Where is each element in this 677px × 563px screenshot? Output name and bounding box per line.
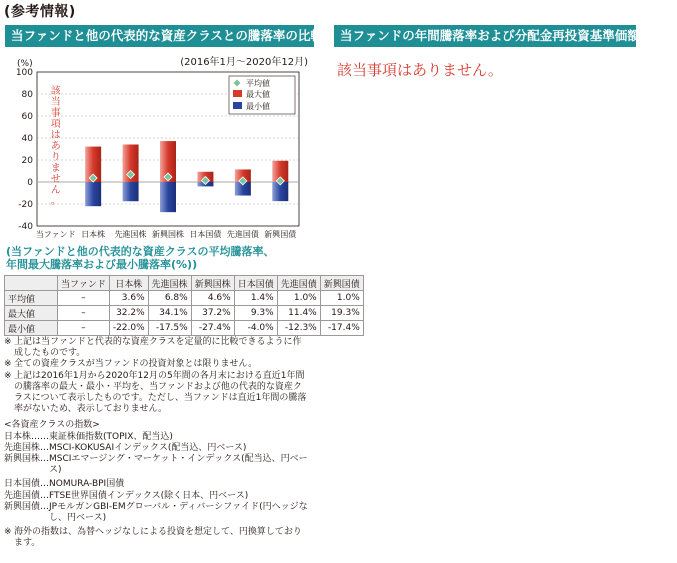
table-cell: 3.6% [109, 291, 148, 306]
table-row-avg [5, 291, 364, 306]
fund-na-char: は [50, 130, 61, 141]
y-tick-label: 40 [21, 134, 33, 144]
fund-na-char: 該 [50, 86, 61, 97]
col-header: 新興国株 [191, 276, 234, 291]
table-cell: 6.8% [148, 291, 191, 306]
x-tick-label: 日本株 [81, 230, 106, 239]
annual-return-header: 当ファンドの年間騰落率および分配金再投資基準価額の推移 [334, 25, 636, 47]
note-mark: ※ [4, 527, 12, 538]
note-text: 全ての資産クラスが当ファンドの投資対象とは限りません。 [14, 359, 258, 370]
y-tick-label: 0 [27, 178, 33, 188]
legend-min-label: 最小値 [246, 102, 270, 111]
table-cell: -4.0% [234, 321, 277, 336]
index-sep: …… [31, 431, 50, 442]
index-key: 先進国債 [4, 490, 41, 501]
table-title [6, 245, 274, 271]
index-row [4, 491, 308, 502]
table-title-line-1: (当ファンドと他の代表的な資産クラスの平均騰落率、 [6, 245, 275, 258]
note-text: 上記は当ファンドと代表的な資産クラスを定量的に比較できるように作成したものです。 [14, 337, 302, 359]
note-item [4, 371, 308, 416]
min-bar [123, 182, 139, 201]
row-header: 最大値 [5, 306, 58, 321]
x-tick-label: 先進国債 [226, 230, 259, 239]
index-value: JPモルガンGBI-EMグローバル・ディバーシファイド(円ヘッジなし、円ベース) [49, 501, 308, 524]
index-row [4, 479, 308, 490]
footnote-text: 海外の指数は、為替ヘッジなしによる投資を想定して、円換算しております。 [14, 527, 302, 549]
index-row [4, 454, 308, 476]
fund-na-char: あ [50, 141, 61, 152]
col-header: 先進国債 [277, 276, 320, 291]
row-header: 平均値 [5, 291, 58, 306]
y-tick-label: 80 [21, 90, 33, 100]
col-header: 当ファンド [58, 276, 110, 291]
footnote [4, 527, 308, 549]
index-value: MSCI-KOKUSAIインデックス(配当込、円ベース) [49, 442, 247, 453]
legend-avg-label: 平均値 [246, 79, 270, 88]
table-header-row [5, 276, 364, 291]
notes-block [4, 337, 308, 550]
col-header: 日本株 [109, 276, 148, 291]
col-header: 日本国債 [234, 276, 277, 291]
chart-period: (2016年1月～2020年12月) [180, 57, 308, 68]
index-row [4, 432, 308, 443]
table-corner-cell [5, 276, 58, 291]
index-title: <各資産クラスの指数> [4, 420, 100, 431]
y-axis-label: (%) [17, 59, 33, 69]
table-cell: -27.4% [191, 321, 234, 336]
fund-na-char: 当 [50, 97, 61, 108]
y-tick-label: -40 [18, 222, 33, 232]
fund-na-char: 項 [50, 119, 61, 130]
note-item [4, 359, 308, 370]
note-item [4, 337, 308, 359]
table-title-line-2: 年間最大騰落率および最小騰落率(%)) [6, 258, 198, 271]
index-sep: … [40, 490, 50, 501]
index-row [4, 443, 308, 454]
index-key: 新興国債 [4, 501, 41, 512]
fund-na-char: ま [50, 163, 61, 174]
fund-na-char: 。 [50, 196, 61, 207]
note-mark: ※ [4, 359, 12, 370]
min-bar [85, 182, 101, 206]
x-tick-label: 先進国株 [114, 230, 147, 239]
note-mark: ※ [4, 370, 12, 381]
min-bar [160, 182, 176, 212]
table-row-min [5, 321, 364, 336]
table-cell: -22.0% [109, 321, 148, 336]
comparison-chart [0, 50, 320, 246]
fund-na-char: 事 [50, 108, 61, 119]
y-tick-label: 20 [21, 156, 33, 166]
index-key: 日本株 [4, 431, 32, 442]
y-tick-label: 60 [21, 112, 33, 122]
index-sep: … [40, 454, 50, 465]
legend-max-label: 最大値 [246, 90, 270, 99]
y-tick-label: -20 [18, 200, 33, 210]
index-sep: … [40, 479, 50, 490]
stats-table [4, 275, 364, 336]
table-cell: 19.3% [320, 306, 363, 321]
index-key: 日本国債 [4, 479, 41, 490]
table-cell: 4.6% [191, 291, 234, 306]
legend-min-swatch [233, 102, 242, 109]
index-sep: … [40, 501, 50, 512]
table-cell: 34.1% [148, 306, 191, 321]
table-cell: -17.4% [320, 321, 363, 336]
table-cell: -12.3% [277, 321, 320, 336]
note-text: 上記は2016年1月から2020年12月の5年間の各月末における直近1年間の騰落率の最大・最小・平均を、当ファンドおよび他の代表的な資産クラスについて表示したものです。ただし、当ファンドは直近1年間の騰落率がないため、表示しておりません。 [14, 370, 307, 415]
col-header: 新興国債 [320, 276, 363, 291]
fund-na-char: り [50, 152, 61, 163]
table-cell: – [58, 306, 110, 321]
index-key: 新興国株 [4, 454, 41, 465]
index-value: NOMURA-BPI国債 [49, 479, 125, 490]
table-cell: 1.0% [320, 291, 363, 306]
legend-max-swatch [233, 90, 242, 97]
index-value: FTSE世界国債インデックス(除く日本、円ベース) [49, 490, 249, 501]
not-applicable-text: 該当事項はありません。 [337, 61, 503, 79]
x-tick-label: 日本国債 [189, 230, 222, 239]
table-cell: 37.2% [191, 306, 234, 321]
index-sep: … [40, 442, 50, 453]
y-tick-label: 100 [15, 68, 33, 78]
table-cell: -17.5% [148, 321, 191, 336]
table-cell: 11.4% [277, 306, 320, 321]
index-row [4, 502, 308, 524]
index-key: 先進国株 [4, 442, 41, 453]
table-cell: 1.4% [234, 291, 277, 306]
x-tick-label: 新興国株 [152, 230, 184, 239]
row-header: 最小値 [5, 321, 58, 336]
index-value: 東証株価指数(TOPIX、配当込) [49, 431, 173, 442]
fund-na-char: せ [50, 174, 61, 185]
x-tick-label: 当ファンド [35, 230, 76, 239]
fund-na-char: ん [50, 185, 61, 196]
section-title: (参考情報) [4, 4, 76, 20]
table-row-max [5, 306, 364, 321]
table-cell: 9.3% [234, 306, 277, 321]
col-header: 先進国株 [148, 276, 191, 291]
table-cell: – [58, 291, 110, 306]
index-value: MSCIエマージング・マーケット・インデックス(配当込、円ベース) [49, 454, 308, 476]
x-tick-label: 新興国債 [264, 230, 297, 239]
table-cell: 32.2% [109, 306, 148, 321]
table-cell: – [58, 321, 110, 336]
comparison-header: 当ファンドと他の代表的な資産クラスとの騰落率の比較 [5, 25, 314, 47]
note-mark: ※ [4, 337, 12, 347]
table-cell: 1.0% [277, 291, 320, 306]
